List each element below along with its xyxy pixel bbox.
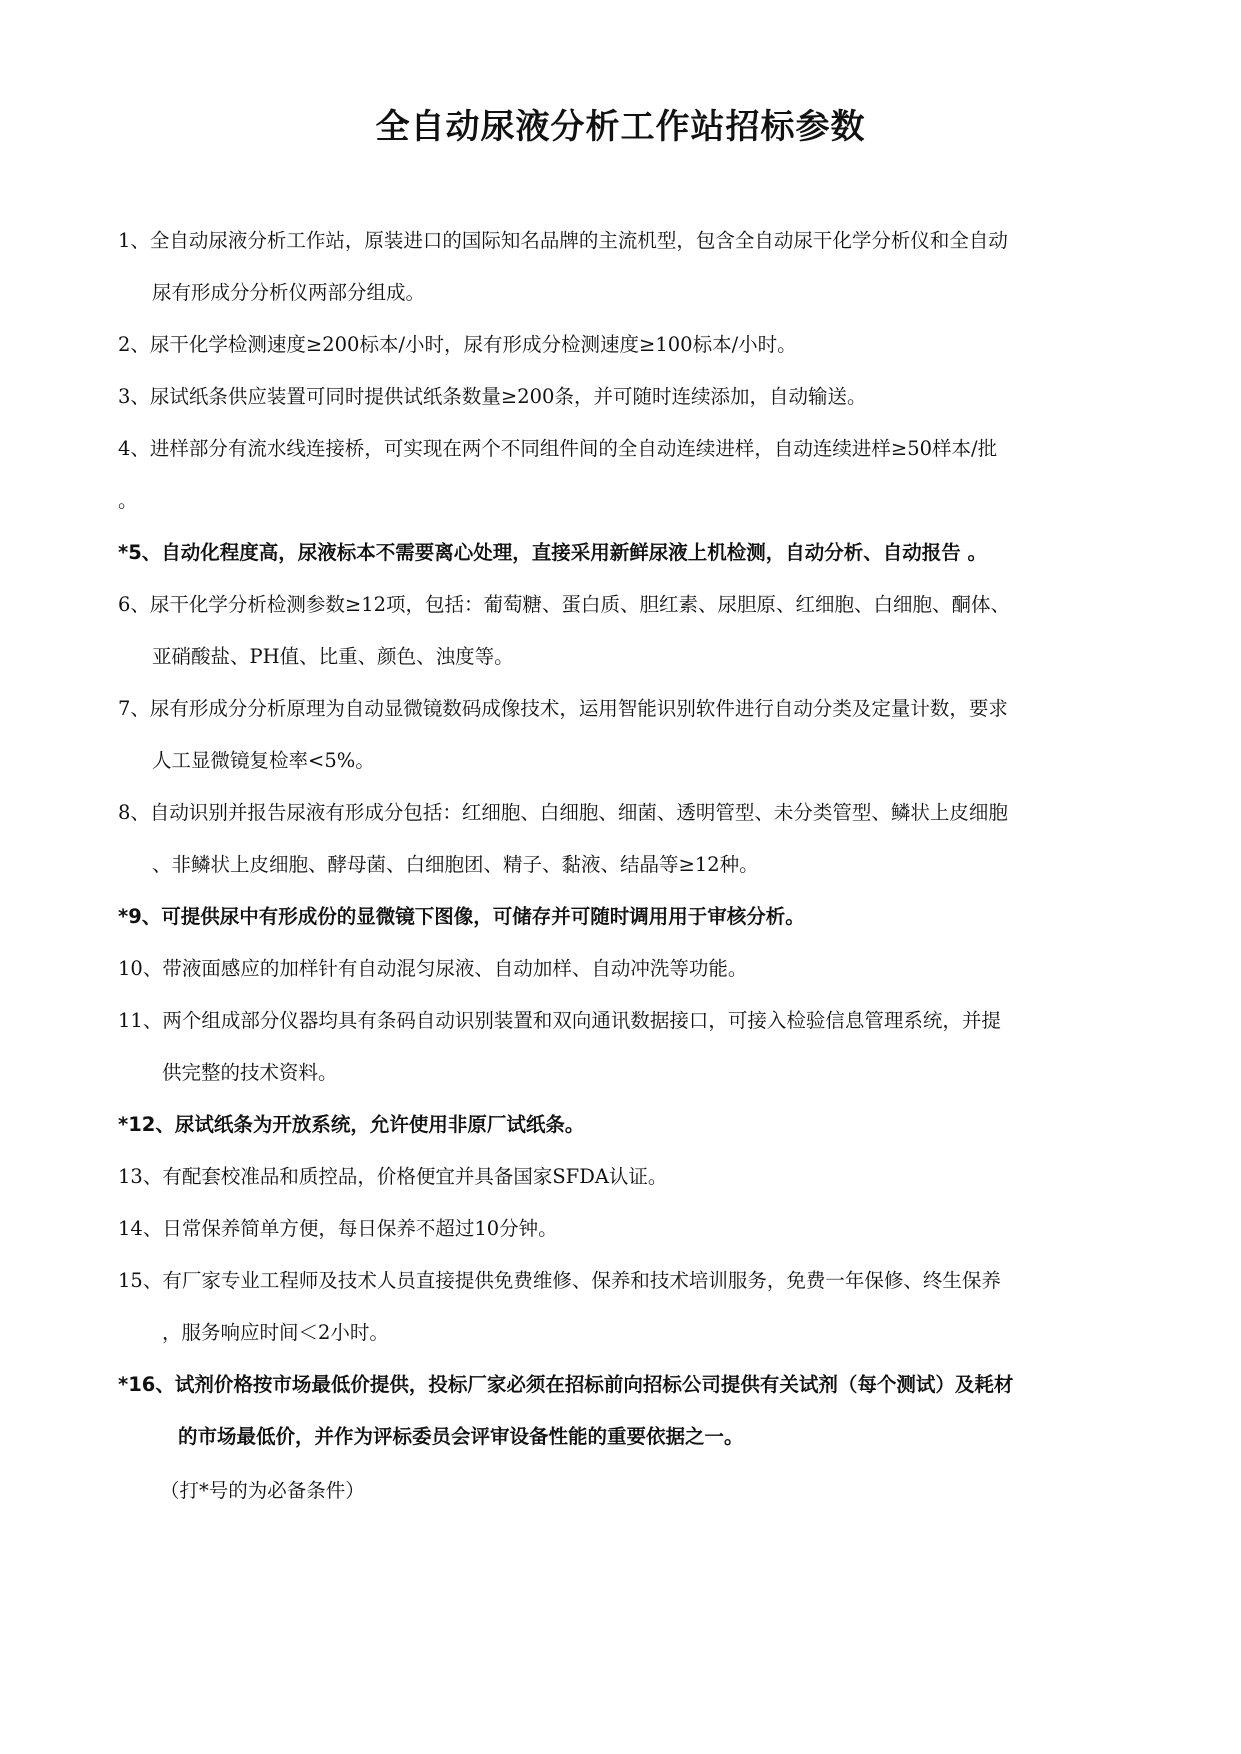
item-11-line-2: 供完整的技术资料。 xyxy=(162,1061,338,1084)
item-6-line-2: 亚硝酸盐、PH值、比重、颜色、浊度等。 xyxy=(152,645,514,668)
item-2-line-1: 2、尿干化学检测速度≥200标本/小时，尿有形成分检测速度≥100标本/小时。 xyxy=(118,333,797,356)
item-16-line-2: 的市场最低价，并作为评标委员会评审设备性能的重要依据之一。 xyxy=(178,1425,744,1448)
item-15-line-1: 15、有厂家专业工程师及技术人员直接提供免费维修、保养和技术培训服务，免费一年保修、终生保养 xyxy=(118,1269,1001,1292)
item-5-line-1: *5、自动化程度高，尿液标本不需要离心处理，直接采用新鲜尿液上机检测，自动分析、自动报告 。 xyxy=(118,541,988,564)
item-14-line-1: 14、日常保养简单方便，每日保养不超过10分钟。 xyxy=(118,1217,558,1240)
item-4-line-2: 。 xyxy=(118,489,138,512)
document-title: 全自动尿液分析工作站招标参数 xyxy=(375,107,866,147)
item-4-line-1: 4、进样部分有流水线连接桥，可实现在两个不同组件间的全自动连续进样，自动连续进样≥50样本/批 xyxy=(118,437,998,460)
item-7-line-2: 人工显微镜复检率<5%。 xyxy=(152,749,375,772)
item-1-line-2: 尿有形成分分析仪两部分组成。 xyxy=(152,281,426,304)
item-8-line-2: 、非鳞状上皮细胞、酵母菌、白细胞团、精子、黏液、结晶等≥12种。 xyxy=(152,853,759,876)
required-note: （打*号的为必备条件） xyxy=(160,1479,365,1502)
item-8-line-1: 8、自动识别并报告尿液有形成分包括：红细胞、白细胞、细菌、透明管型、未分类管型、鳞状上皮细胞 xyxy=(118,801,1008,824)
item-10-line-1: 10、带液面感应的加样针有自动混匀尿液、自动加样、自动冲洗等功能。 xyxy=(118,957,748,980)
item-11-line-1: 11、两个组成部分仪器均具有条码自动识别装置和双向通讯数据接口，可接入检验信息管理系统，并提 xyxy=(118,1009,1001,1032)
item-9-line-1: *9、可提供尿中有形成份的显微镜下图像，可储存并可随时调用用于审核分析。 xyxy=(118,905,805,928)
item-1-line-1: 1、全自动尿液分析工作站，原装进口的国际知名品牌的主流机型，包含全自动尿干化学分析仪和全自动 xyxy=(118,229,1008,252)
item-6-line-1: 6、尿干化学分析检测参数≥12项，包括：葡萄糖、蛋白质、胆红素、尿胆原、红细胞、白细胞、酮体、 xyxy=(118,593,1011,616)
item-3-line-1: 3、尿试纸条供应装置可同时提供试纸条数量≥200条，并可随时连续添加，自动输送。 xyxy=(118,385,867,408)
item-12-line-1: *12、尿试纸条为开放系统，允许使用非原厂试纸条。 xyxy=(118,1113,585,1136)
item-16-line-1: *16、试剂价格按市场最低价提供，投标厂家必须在招标前向招标公司提供有关试剂（每个测试）及耗材 xyxy=(118,1373,1014,1396)
item-15-line-2: ，服务响应时间＜2小时。 xyxy=(162,1321,389,1344)
item-13-line-1: 13、有配套校准品和质控品，价格便宜并具备国家SFDA认证。 xyxy=(118,1165,668,1188)
item-7-line-1: 7、尿有形成分分析原理为自动显微镜数码成像技术，运用智能识别软件进行自动分类及定量计数，要求 xyxy=(118,697,1008,720)
